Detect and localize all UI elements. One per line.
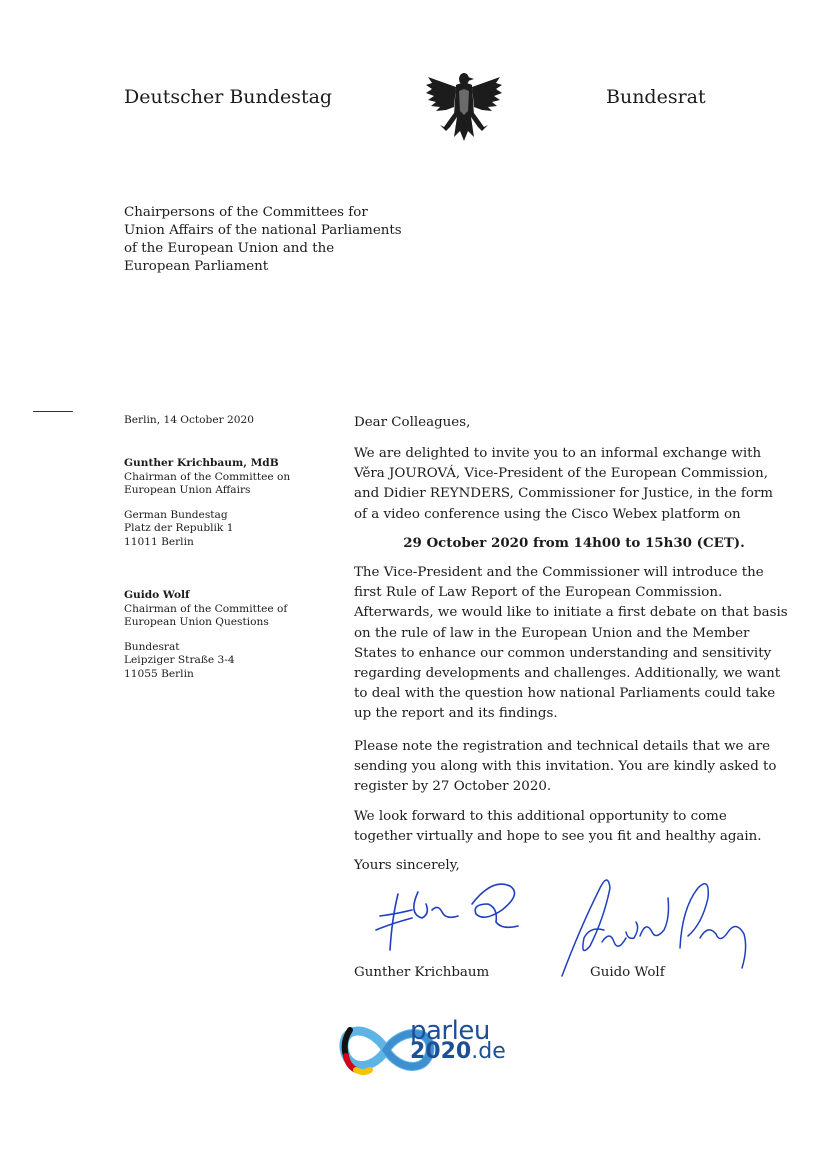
text-line: to deal with the question how national Parliaments could take <box>354 686 776 702</box>
recipient-line: Chairpersons of the Committees for <box>124 205 368 220</box>
text-line: register by 27 October 2020. <box>354 779 552 795</box>
logo-text-domain <box>410 1039 506 1064</box>
closing-phrase: Yours sincerely, <box>354 858 460 873</box>
paragraph-closing <box>354 807 794 847</box>
place-date: Berlin, 14 October 2020 <box>124 414 254 426</box>
text-line: The Vice-President and the Commissioner will introduce the <box>354 565 764 580</box>
signatory-name: Gunther Krichbaum <box>354 965 490 980</box>
sender-block-2 <box>124 589 334 681</box>
sender-address: German Bundestag <box>124 508 228 521</box>
sender-address: Platz der Republik 1 <box>124 522 234 534</box>
text-line: up the report and its findings. <box>354 706 558 722</box>
text-line: and Didier REYNDERS, Commissioner for Justice, in the form <box>354 486 773 502</box>
signatory-name: Guido Wolf <box>590 965 665 980</box>
text-line: first Rule of Law Report of the European Commission. <box>354 585 723 601</box>
sender-role: European Union Questions <box>124 616 269 628</box>
salutation: Dear Colleagues, <box>354 415 471 430</box>
sender-name: Gunther Krichbaum, MdB <box>124 457 279 469</box>
text-line: States to enhance our common understanding and sensitivity <box>354 645 772 661</box>
text-line: regarding developments and challenges. Additionally, we want <box>354 666 781 682</box>
recipient-line: of the European Union and the <box>124 241 335 256</box>
text-line: sending you along with this invitation. You are kindly asked to <box>354 759 777 775</box>
text-line: of a video conference using the Cisco Webex platform on <box>354 506 741 522</box>
meeting-date-highlight: 29 October 2020 from 14h00 to 15h30 (CET). <box>403 535 745 551</box>
paragraph-registration <box>354 737 794 798</box>
recipient-address <box>124 204 444 276</box>
federal-eagle-icon <box>424 67 504 151</box>
sender-role: Chairman of the Committee on <box>124 470 291 483</box>
text-line: Please note the registration and technical details that we are <box>354 739 771 754</box>
header-bundestag: Deutscher Bundestag <box>124 86 333 108</box>
logo-text-tld: .de <box>471 1039 506 1064</box>
signature-krichbaum <box>372 874 532 956</box>
text-line: on the rule of law in the European Union and the Member <box>354 625 750 641</box>
text-line: together virtually and hope to see you fit and healthy again. <box>354 829 762 845</box>
recipient-line: European Parliament <box>124 259 269 274</box>
sender-role: Chairman of the Committee of <box>124 602 288 615</box>
recipient-line: Union Affairs of the national Parliaments <box>124 223 402 238</box>
text-line: We look forward to this additional opportunity to come <box>354 809 727 824</box>
sender-name: Guido Wolf <box>124 589 190 601</box>
sender-address: 11055 Berlin <box>124 667 194 680</box>
logo-text-parleu: parleu <box>410 1016 490 1046</box>
logo-text-year: 2020 <box>410 1039 472 1064</box>
sender-role: European Union Affairs <box>124 484 251 496</box>
paragraph-invitation <box>354 444 794 525</box>
text-line: Věra JOUROVÁ, Vice-President of the European Commission, <box>354 466 768 482</box>
sender-address: Bundesrat <box>124 640 180 653</box>
header-bundesrat: Bundesrat <box>606 86 706 108</box>
sender-address: Leipziger Straße 3-4 <box>124 654 235 666</box>
text-line: We are delighted to invite you to an informal exchange with <box>354 446 762 461</box>
sender-block-1 <box>124 457 334 549</box>
fold-mark <box>33 411 73 412</box>
paragraph-agenda <box>354 563 794 725</box>
sender-address: 11011 Berlin <box>124 535 194 548</box>
text-line: Afterwards, we would like to initiate a first debate on that basis <box>354 605 788 621</box>
